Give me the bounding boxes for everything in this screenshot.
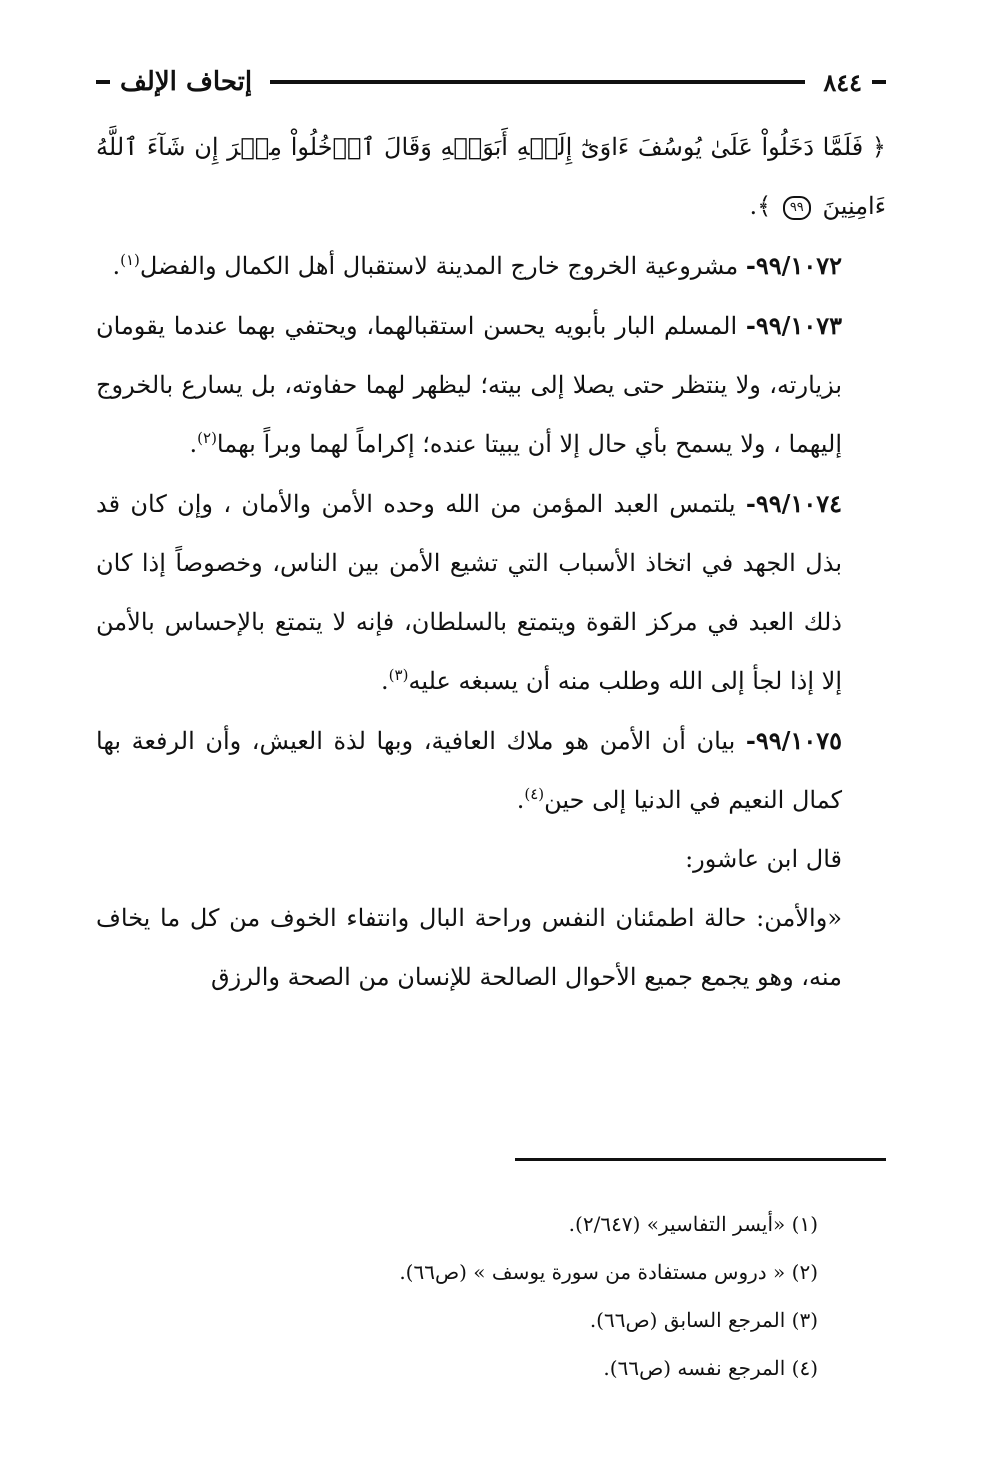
main-text [96, 118, 886, 1007]
ayah-number-mark: ٩٩ [783, 196, 811, 220]
footnote-4: (٤) المرجع نفسه (ص٦٦). [603, 1356, 818, 1380]
paragraph-end: . [381, 667, 389, 695]
paragraph-number: ٩٩/١٠٧٣- [745, 311, 842, 340]
paragraph-text: بيان أن الأمن هو ملاك العافية، وبها لذة العيش، وأن الرفعة بها كمال النعيم في الدنيا إلى حين [96, 727, 842, 814]
paragraph-1073 [96, 296, 886, 474]
quran-close-bracket: ﴾. [749, 192, 772, 220]
header-dash [872, 80, 886, 84]
quran-open-bracket: ﴿ [871, 133, 886, 161]
quote-text: «والأمن: حالة اطمئنان النفس وراحة البال وانتفاء الخوف من كل ما يخاف منه، وهو يجمع جميع الأحوال الصالحة للإنسان من الصحة والرزق [96, 904, 843, 991]
paragraph-number: ٩٩/١٠٧٥- [745, 726, 842, 755]
footnotes [96, 1200, 818, 1392]
quran-verse-text: فَلَمَّا دَخَلُواْ عَلَىٰ يُوسُفَ ءَاوَىٰٓ إِلَيۡهِ أَبَوَيۡهِ وَقَالَ ٱدۡخُلُواْ مِصۡرَ إِن شَآءَ ٱللَّهُ ءَامِنِينَ [96, 133, 886, 220]
paragraph-1075 [96, 711, 886, 830]
footnote-ref: (٤) [524, 785, 545, 803]
footnote-ref: (٢) [197, 429, 217, 447]
paragraph-text: يلتمس العبد المؤمن من الله وحده الأمن والأمان ، وإن كان قد بذل الجهد في اتخاذ الأسباب التي تشيع الأمن بين الناس، وخصوصاً إذا كان ذلك العبد في مركز القوة ويتمتع بالسلطان، فإنه لا يتمتع بالإحساس بالأمن إلا إذا لجأ إلى الله وطلب منه أن يسبغه عليه [96, 490, 842, 695]
book-title: إتحاف الإلف [120, 67, 253, 97]
footnote-1: (١) «أيسر التفاسير» (٢/٦٤٧). [568, 1212, 818, 1236]
paragraph-end: . [112, 252, 121, 280]
footnote-ref: (٣) [388, 666, 409, 684]
footnote-ref: (١) [120, 251, 140, 269]
footnote-2: (٢) « دروس مستفادة من سورة يوسف » (ص٦٦). [399, 1260, 818, 1284]
paragraph-end: . [189, 430, 198, 458]
paragraph-number: ٩٩/١٠٧٤- [745, 489, 842, 518]
paragraph-text: المسلم البار بأبويه يحسن استقبالهما، ويحتفي بهما عندما يقومان بزيارته، ولا ينتظر حتى يصلا إلى بيته؛ ليظهر لهما حفاوته، بل يسارع بالخروج إليهما ، ولا يسمح بأي حال إلا أن يبيتا عنده؛ إكراماً لهما وبراً بهما [96, 312, 842, 458]
paragraph-text: مشروعية الخروج خارج المدينة لاستقبال أهل الكمال والفضل [139, 252, 746, 280]
header-rule [270, 80, 805, 84]
paragraph-number: ٩٩/١٠٧٢- [745, 251, 842, 280]
paragraph-1072 [96, 236, 886, 296]
quote-intro: قال ابن عاشور: [685, 845, 842, 873]
paragraph-1074 [96, 474, 886, 711]
page-number: ٨٤٤ [823, 67, 862, 97]
running-header [96, 62, 886, 102]
header-dash-end [96, 80, 110, 84]
quran-verse [96, 118, 886, 236]
paragraph-end: . [516, 786, 525, 814]
footnote-3: (٣) المرجع السابق (ص٦٦). [589, 1308, 818, 1332]
footnote-separator [515, 1158, 886, 1161]
